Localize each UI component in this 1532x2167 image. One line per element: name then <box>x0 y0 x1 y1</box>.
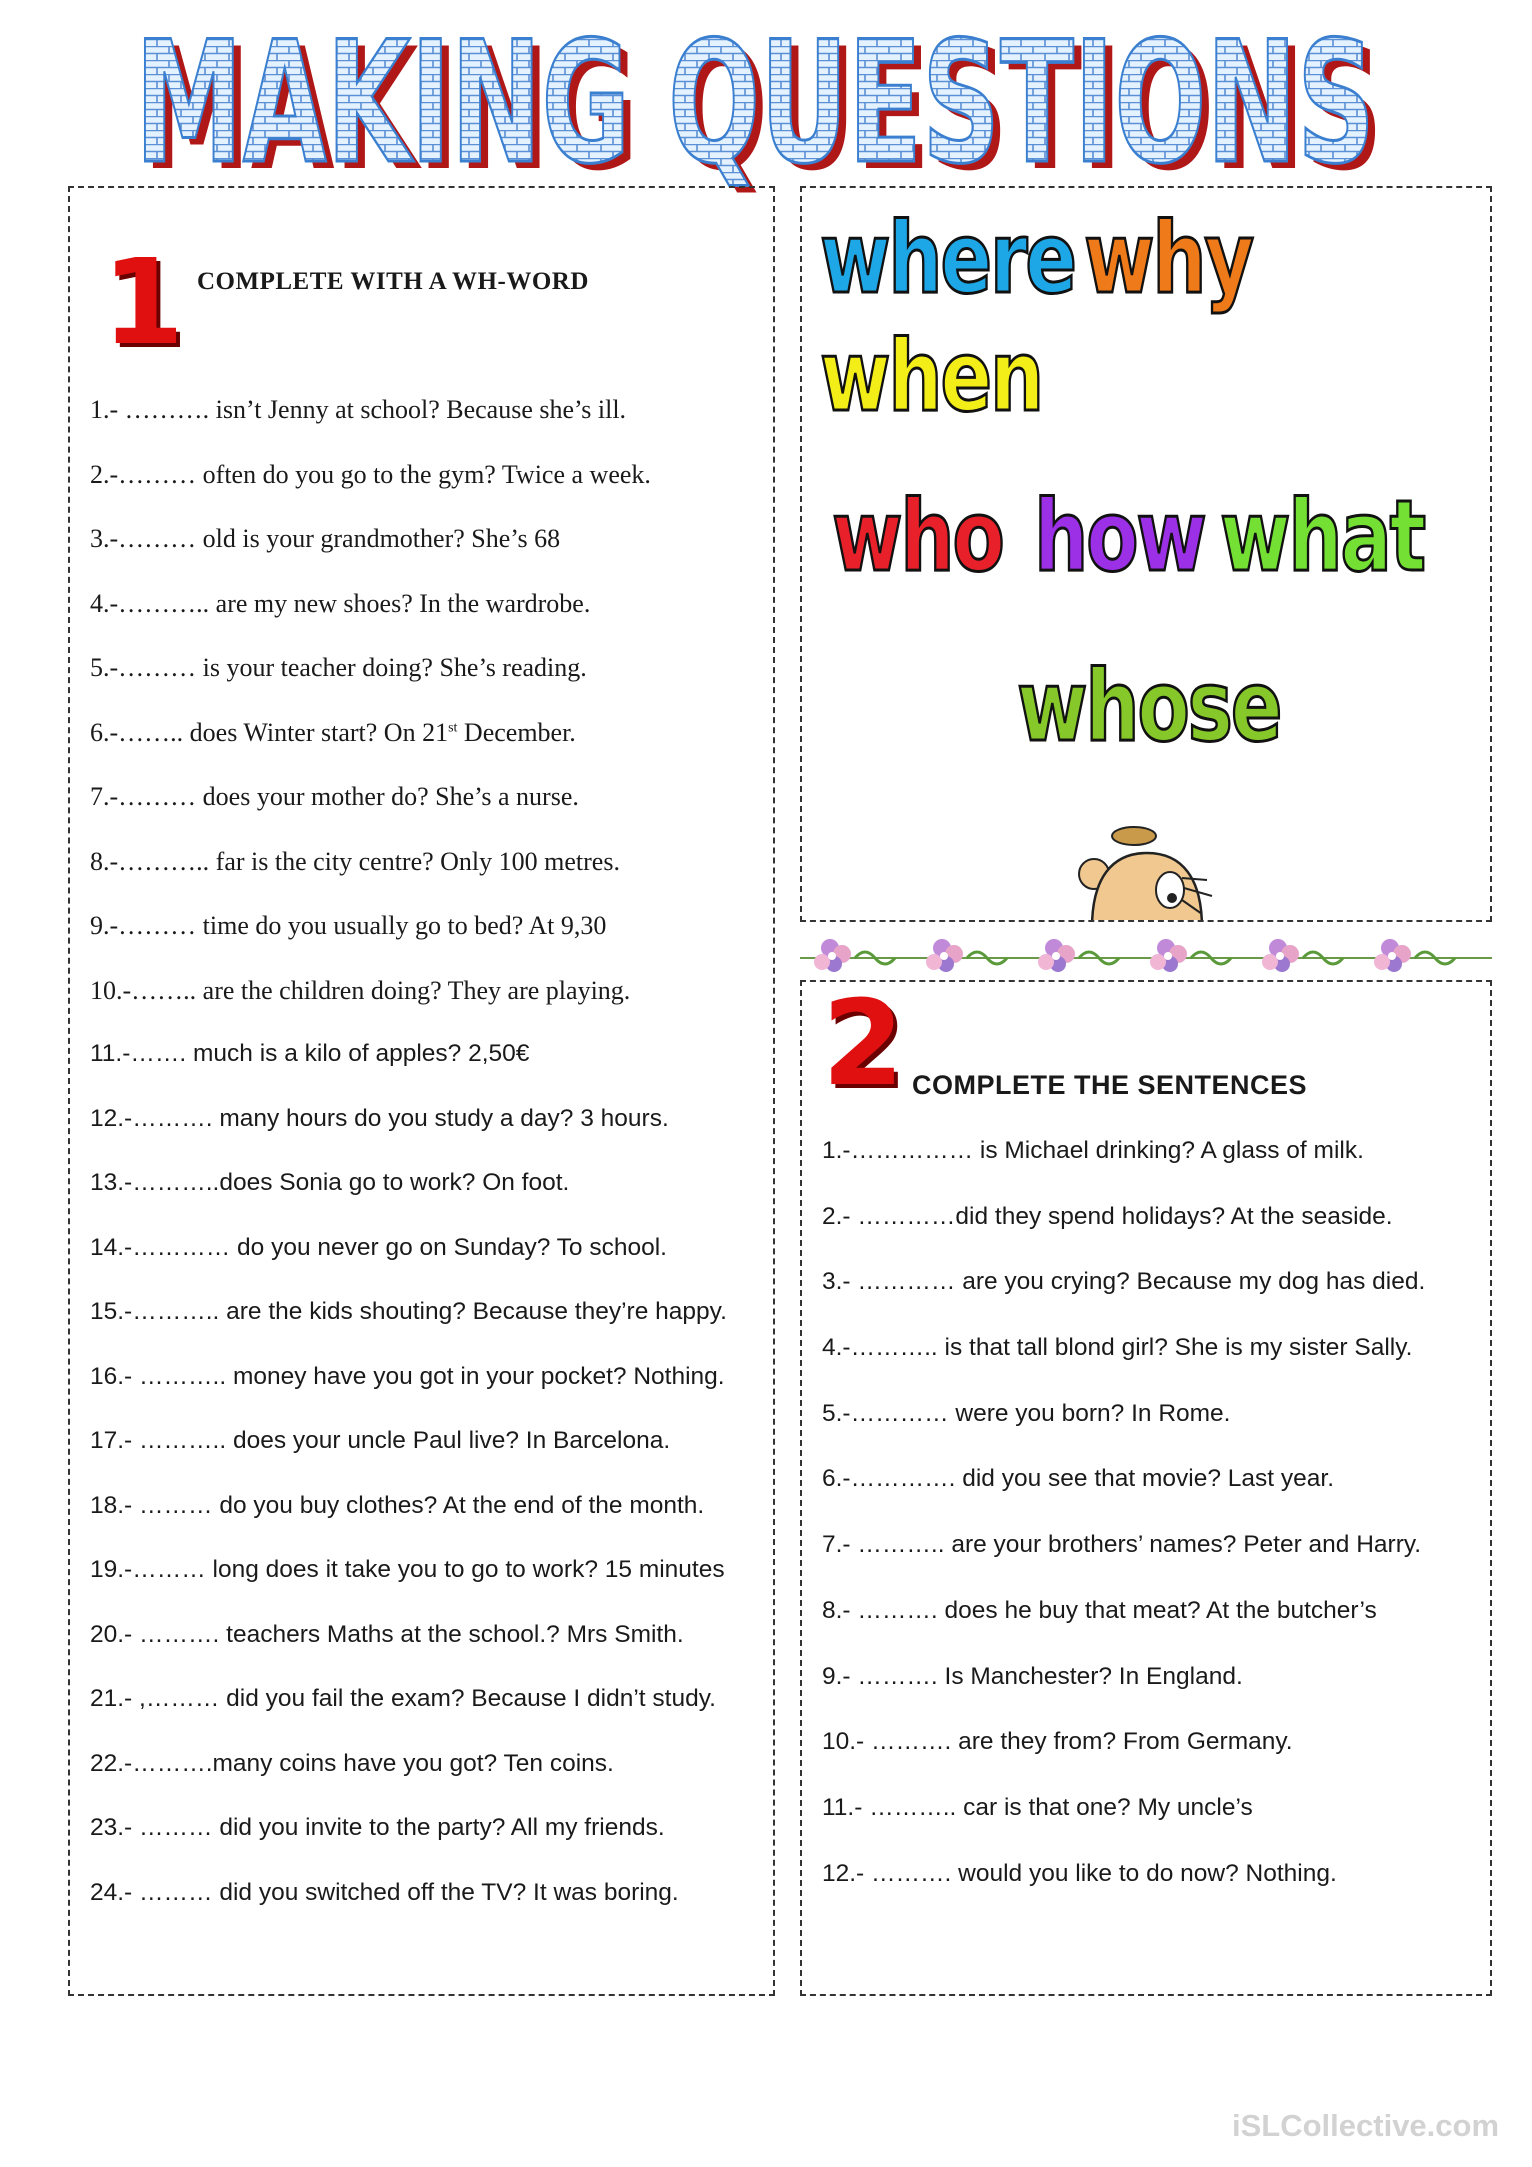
list-item: 23.- ……… did you invite to the party? All my friends. <box>90 1814 665 1841</box>
list-item: 6.-…………. did you see that movie? Last year. <box>822 1465 1335 1493</box>
list-item-text: 6.-…….. does Winter start? On 21 <box>90 717 449 747</box>
list-item: 3.-……… old is your grandmother? She’s 68 <box>90 524 561 553</box>
list-item: 1.- ………. isn’t Jenny at school? Because she’s ill. <box>90 395 627 424</box>
list-item-tail: December. <box>457 717 576 747</box>
list-item <box>90 718 727 783</box>
watermark: iSLCollective.com <box>1232 2108 1500 2143</box>
exercise-1-number: 1 <box>102 233 185 371</box>
wh-word-when: when <box>820 320 1042 434</box>
list-item: 21.- ,……… did you fail the exam? Because I didn’t study. <box>90 1685 716 1712</box>
list-item: 20.- ………. teachers Maths at the school.? Mrs Smith. <box>90 1620 684 1648</box>
wh-words-panel <box>800 186 1492 922</box>
exercise-2-panel <box>800 974 1492 1996</box>
exercise-2-heading: COMPLETE THE SENTENCES <box>912 1070 1308 1100</box>
exercise-1-panel <box>68 186 775 1996</box>
list-item: 17.- ……….. does your uncle Paul live? In Barcelona. <box>90 1427 671 1454</box>
list-item: 10.- ………. are they from? From Germany. <box>822 1728 1293 1756</box>
list-item: 8.- ………. does he buy that meat? At the butcher’s <box>822 1596 1377 1624</box>
list-item: 2.- …………did they spend holidays? At the seaside. <box>822 1202 1393 1230</box>
list-item: 12.-………. many hours do you study a day? 3 hours. <box>90 1104 669 1132</box>
exercise-1-list <box>90 395 727 1943</box>
list-item: 4.-……….. are my new shoes? In the wardrobe. <box>90 588 591 618</box>
wh-word-who: who <box>832 480 1003 594</box>
list-item: 24.- ……… did you switched off the TV? It was boring. <box>90 1878 679 1906</box>
list-item: 22.-……….many coins have you got? Ten coins. <box>90 1749 614 1777</box>
wh-word-how: how <box>1034 480 1205 594</box>
list-item: 11.- ……….. car is that one? My uncle’s <box>822 1793 1253 1821</box>
list-item: 10.-…….. are the children doing? They are playing. <box>90 975 631 1005</box>
list-item: 12.- ………. would you like to do now? Nothing. <box>822 1859 1337 1887</box>
ordinal-suffix: st <box>448 719 458 735</box>
wh-word-where: where <box>820 202 1075 316</box>
list-item: 2.-……… often do you go to the gym? Twice a week. <box>90 459 651 489</box>
list-item: 9.- ………. Is Manchester? In England. <box>822 1662 1243 1690</box>
title-text: MAKING QUESTIONS <box>135 5 1375 201</box>
peeking-character-icon <box>1072 808 1242 922</box>
list-item: 11.-……. much is a kilo of apples? 2,50€ <box>90 1040 530 1067</box>
title-shadow: MAKING QUESTIONS <box>143 12 1383 208</box>
exercise-1-heading: COMPLETE WITH A WH-WORD <box>197 268 589 295</box>
list-item: 7.- ……….. are your brothers’ names? Peter and Harry. <box>822 1531 1422 1559</box>
wh-word-what: what <box>1220 480 1424 594</box>
worksheet-title <box>115 5 1395 208</box>
list-item: 5.-……… is your teacher doing? She’s reading. <box>90 653 587 682</box>
list-item: 9.-……… time do you usually go to bed? At 9,30 <box>90 911 607 940</box>
list-item: 1.-…………… is Michael drinking? A glass of milk. <box>822 1137 1364 1164</box>
exercise-2-list <box>822 1137 1425 1925</box>
list-item: 4.-……….. is that tall blond girl? She is my sister Sally. <box>822 1334 1413 1362</box>
list-item: 16.- ……….. money have you got in your pocket? Nothing. <box>90 1362 725 1390</box>
list-item: 18.- ……… do you buy clothes? At the end of the month. <box>90 1491 705 1519</box>
list-item: 7.-……… does your mother do? She’s a nurse. <box>90 782 579 811</box>
list-item: 5.-………… were you born? In Rome. <box>822 1399 1231 1427</box>
wh-word-whose: whose <box>1017 650 1281 764</box>
wh-word-why: why <box>1084 202 1252 316</box>
list-item: 19.-……… long does it take you to go to work? 15 minutes <box>90 1556 725 1583</box>
list-item: 8.-……….. far is the city centre? Only 100 metres. <box>90 846 620 876</box>
exercise-2-number: 2 <box>822 974 905 1112</box>
list-item: 14.-………… do you never go on Sunday? To school. <box>90 1233 667 1261</box>
list-item: 13.-………..does Sonia go to work? On foot. <box>90 1169 570 1196</box>
list-item: 3.- ………… are you crying? Because my dog has died. <box>822 1268 1426 1296</box>
list-item: 15.-……….. are the kids shouting? Because they’re happy. <box>90 1298 727 1325</box>
